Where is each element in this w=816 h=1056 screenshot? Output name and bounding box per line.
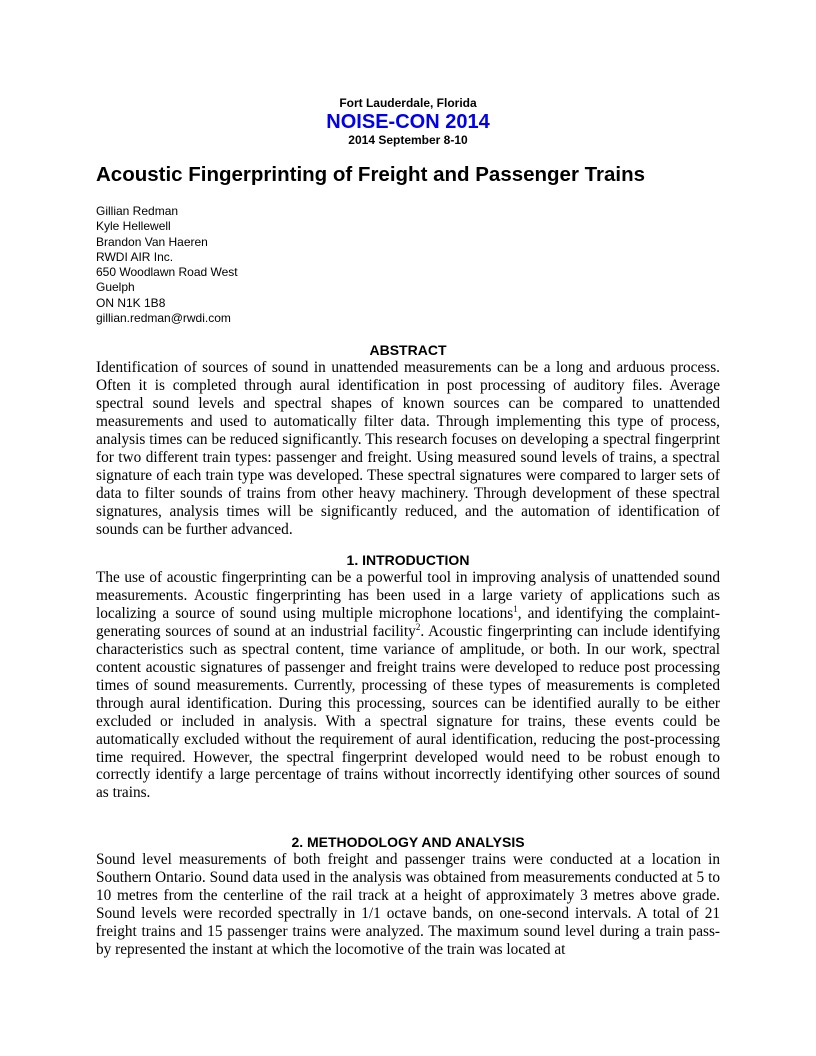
methodology-heading: 2. METHODOLOGY AND ANALYSIS — [291, 834, 525, 851]
abstract-text: Identification of sources of sound in unattended measurements can be a long and arduous process. Often it is completed through aural identification in post processing of auditory files. Average spectral sound levels and spectral shapes of known sources can be compared to unattended measurements and used to automatically filter data. Through implementing this type of process, analysis times can be reduced significantly. This research focuses on developing a spectral fingerprint for two different train types: passenger and freight. Using measured sound levels of trains, a spectral signature of each train type was developed. These spectral signatures were compared to larger sets of data to filter sounds of trains from other heavy machinery. Through development of these spectral signatures, analysis times will be significantly reduced, and the automation of identification of sounds can be further advanced. — [96, 359, 720, 538]
reference-superscript: 1 — [513, 604, 518, 615]
author-address: 650 Woodlawn Road West — [96, 265, 238, 280]
author-block — [96, 204, 720, 326]
conference-name: NOISE-CON 2014 — [326, 111, 490, 133]
conference-location: Fort Lauderdale, Florida — [339, 96, 477, 110]
intro-text-part: . Acoustic fingerprinting can include identifying characteristics such as spectral content, time variance of amplitude, or both. In our work, spectral content acoustic signatures of passenger and freight trains were developed to reduce post processing times of sound measurements. Currently, processing of these types of measurements is completed through aural identification. During this processing, sources can be identified aurally to be either excluded or included in analysis. With a spectral signature for trains, these events could be automatically excluded without the requirement of aural identification, reducing the post-processing time required. However, the spectral fingerprint developed would need to be robust enough to correctly identify a large percentage of trains without incorrectly identifying other sources of sound as trains. — [96, 623, 720, 802]
author-affiliation: RWDI AIR Inc. — [96, 249, 174, 264]
author-name: Kyle Hellewell — [96, 219, 171, 234]
conference-dates: 2014 September 8-10 — [348, 133, 468, 147]
author-postal: ON N1K 1B8 — [96, 295, 166, 310]
paper-page — [96, 96, 720, 959]
intro-text-part: The use of acoustic fingerprinting can be a powerful tool in improving analysis of unattended sound measurements. Acoustic fingerprinting has been used in a large variety of applications such as localizing a source of sound using multiple microphone locations — [96, 569, 720, 623]
methodology-text: Sound level measurements of both freight and passenger trains were conducted at a location in Southern Ontario. Sound data used in the analysis was obtained from measurements conducted at 5 to 10 metres from the centerline of the rail track at a height of approximately 3 metres above grade. Sound levels were recorded spectrally in 1/1 octave bands, on one-second intervals. A total of 21 freight trains and 15 passenger trains were analyzed. The maximum sound level during a train pass-by represented the instant at which the locomotive of the train was located at — [96, 851, 720, 958]
author-name: Gillian Redman — [96, 204, 179, 218]
author-name: Brandon Van Haeren — [96, 234, 208, 249]
introduction-heading: 1. INTRODUCTION — [346, 552, 470, 569]
reference-superscript: 2 — [415, 622, 421, 633]
intro-text-part: , and identifying the complaint-generating sources of sound at an industrial facility — [96, 605, 720, 641]
paper-title: Acoustic Fingerprinting of Freight and Passenger Trains — [96, 163, 646, 186]
author-city: Guelph — [96, 280, 135, 295]
introduction-text — [96, 569, 720, 802]
author-email: gillian.redman@rwdi.com — [96, 311, 231, 326]
abstract-heading: ABSTRACT — [369, 342, 447, 359]
